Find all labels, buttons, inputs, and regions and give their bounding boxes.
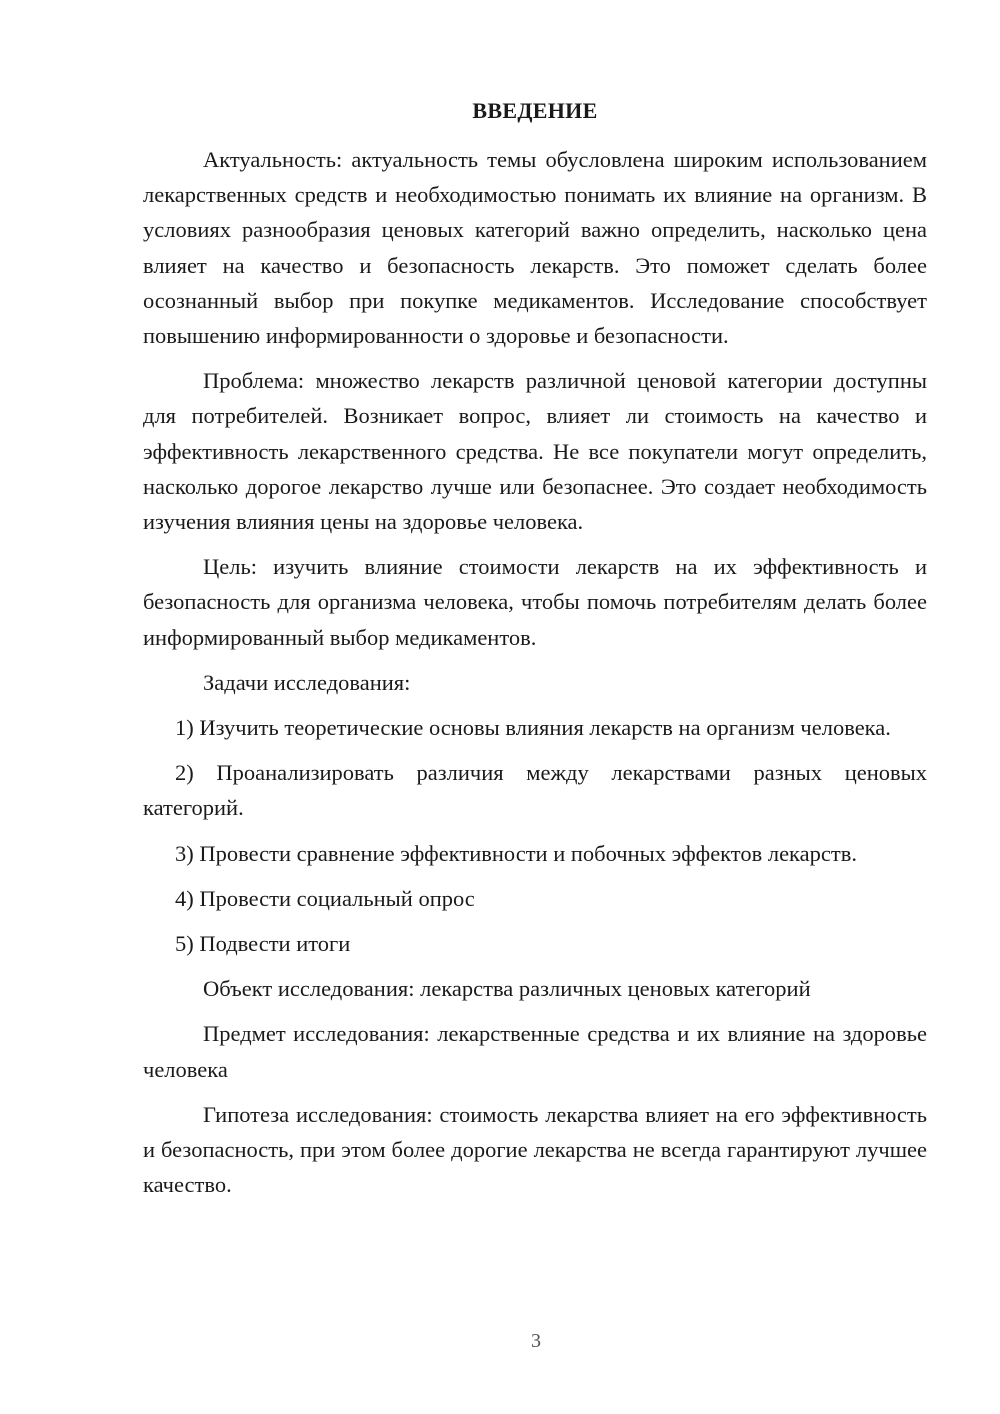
task-item-5: 5) Подвести итоги xyxy=(175,931,351,957)
task-item-3: 3) Провести сравнение эффективности и побочных эффектов лекарств. xyxy=(175,840,857,866)
hypothesis-paragraph: Гипотеза исследования: стоимость лекарства влияет на его эффективность и безопасность, при этом более дорогие лекарства не всегда гарантируют лучшее качество. xyxy=(143,1101,927,1198)
page-number: 3 xyxy=(531,1330,541,1352)
goal-paragraph: Цель: изучить влияние стоимости лекарств на их эффективность и безопасность для организма человека, чтобы помочь потребителям делать более информированный выбор медикаментов. xyxy=(143,554,927,650)
body-text xyxy=(143,142,927,1212)
task-item-1: 1) Изучить теоретические основы влияния лекарств на организм человека. xyxy=(175,715,891,741)
tasks-intro: Задачи исследования: xyxy=(203,669,411,695)
object-paragraph: Объект исследования: лекарства различных ценовых категорий xyxy=(203,976,811,1002)
task-item-2: 2) Проанализировать различия между лекарствами разных ценовых категорий. xyxy=(143,760,927,821)
relevance-paragraph: Актуальность: актуальность темы обусловлена широким использованием лекарственных средств и необходимостью понимать их влияние на организм. В условиях разнообразия ценовых категорий важно определить, насколько цена влияет на качество и безопасность лекарств. Это поможет сделать более осознанный выбор при покупке медикаментов. Исследование способствует повышению информированности о здоровье и безопасности. xyxy=(143,147,927,349)
subject-paragraph: Предмет исследования: лекарственные средства и их влияние на здоровье человека xyxy=(143,1021,927,1082)
problem-paragraph: Проблема: множество лекарств различной ценовой категории доступны для потребителей. Возникает вопрос, влияет ли стоимость на качество и эффективность лекарственного средства. Не все покупатели могут определить, насколько дорогое лекарство лучше или безопаснее. Это создает необходимость изучения влияния цены на здоровье человека. xyxy=(143,368,927,535)
task-item-4: 4) Провести социальный опрос xyxy=(175,885,475,911)
section-heading: ВВЕДЕНИЕ xyxy=(472,98,598,123)
